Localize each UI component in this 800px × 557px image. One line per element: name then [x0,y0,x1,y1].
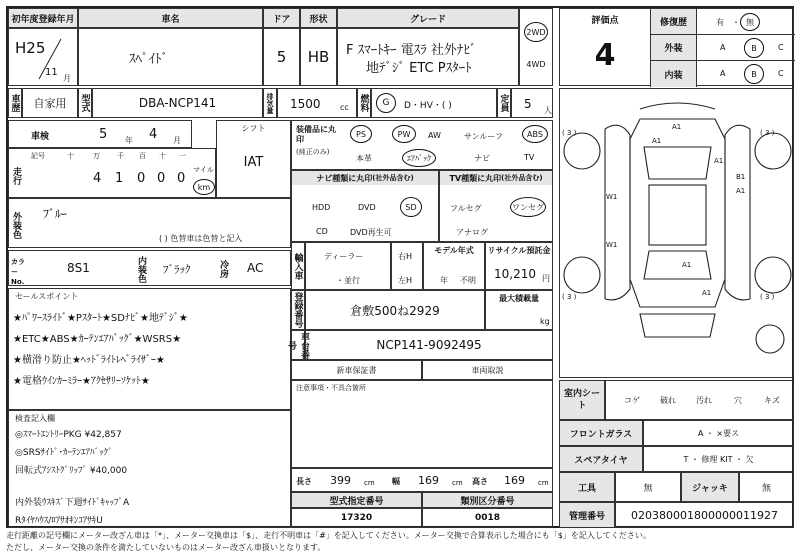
dmg-6: W1 [606,241,618,249]
length-label: 長さ [296,477,312,486]
dmg-2: A1 [714,157,724,165]
windshield-value: A ・ ×要ス [643,420,794,446]
tv-label: TV種類に丸印 (社外品含む) [440,171,552,185]
max-load-label: 最大積載量 [499,294,539,303]
model-year-label: モデル年式 [434,246,474,255]
equip-abs: ABS [527,129,543,139]
equip-navi: ナビ [474,154,490,163]
spare-label: スペアタイヤ [559,446,643,472]
recycle-label: リサイクル預託金 [487,246,551,255]
drive-cell [519,8,553,86]
sales-line-1: ★ETC★ABS★ｶｰﾃﾝｴｱﾊﾞｯｸﾞ★WSRS★ [13,334,182,345]
sheet-item-2: 汚れ [696,396,712,405]
capacity [511,88,553,118]
model-value: DBA-NCP141 [92,88,263,118]
dmg-0: A1 [672,123,682,131]
tv-types [439,170,553,242]
inspection [8,120,192,148]
reg-value: 倉敷500ね2929 [305,290,485,330]
equip-pw: PW [397,129,411,139]
grade-header: グレード [337,8,519,28]
ext-c: C [778,43,784,52]
use-value: 自家用 [22,88,78,118]
model-year-unit: 年 [440,276,448,285]
max-load [485,290,553,330]
spare-value: T ・ 修理 KIT ・ 欠 [643,446,794,472]
door-count: 5 [263,28,300,86]
recycle-unit: 円 [542,274,550,283]
handle-r: 右H [398,252,413,261]
car-name: ｽﾍﾟｲﾄﾞ [78,28,263,86]
equip-sub: (純正のみ) [296,148,330,156]
ext-b: B [751,43,757,53]
dmg-5: W1 [606,193,618,201]
door-header: ドア [263,8,300,28]
insp-month: 4 [149,127,158,142]
shift-label: シフト [241,124,266,133]
drive-4wd: 4WD [526,59,546,69]
interior-sheet-label: 室内シート [559,380,605,420]
fuel-label: 燃料 [357,88,371,118]
tools-value: 無 [615,472,681,502]
shift [216,120,291,198]
insp-month-unit: 月 [173,136,181,145]
fuel [371,88,497,118]
footer-line1: 走行距離の記号欄にメーター改ざん車は「*」、メーター交換車は「$」、走行不明車は「#」を記入してください。メーター交換で合算表示した場合にも「$」を記入してください。 [6,531,651,540]
equip-tv: TV [524,153,535,162]
score-value: 4 [594,37,616,73]
model-year-unknown: 不明 [460,276,476,285]
ac-value: AC [247,261,264,275]
length-unit: cm [364,479,375,487]
sheet-item-3: 穴 [734,396,742,405]
digit-0: 4 [93,171,102,186]
wheel-fr: ( 3 ) [760,129,775,137]
disp-value: 1500 [290,97,321,111]
repair-sep: ・ [732,18,740,27]
inspector-line-2: 回転式ｱｼｽﾄｸﾞﾘｯﾌﾟ ¥40,000 [15,466,128,476]
reg-month-unit: 月 [63,74,71,83]
int-label: 内装 [651,61,697,87]
color-label: 外装色 [11,211,21,239]
score-label: 評価点 [591,16,619,26]
interior-label: 内装色 [136,255,146,283]
symbol-label: 記号 [31,152,45,160]
dmg-7: A1 [682,261,692,269]
interior-sheet-items [605,380,794,420]
type-label: 型式指定番号 [291,492,422,508]
new-car-warranty: 新車保証書 [291,360,422,380]
height-label: 高さ [472,477,488,486]
cap-label: 定員 [497,88,511,118]
color-value: ﾌﾞﾙｰ [43,207,68,221]
insp-year: 5 [99,127,108,142]
inspector-label: 検査記入欄 [15,414,55,423]
name-header: 車名 [78,8,263,28]
repair-label: 修復歴 [651,9,697,35]
import-parallel: ・並行 [336,276,360,285]
equip-label: 装備品に丸印 [296,125,336,144]
digit-label-0: 十 [67,152,74,160]
cap-value: 5 [524,97,532,111]
tv-fullseg: フルセグ [450,204,482,213]
fuel-rest: D・HV・( ) [404,101,452,111]
tv-analog: アナログ [456,228,488,237]
digit-2: 0 [137,171,146,186]
grade-line2: 地ﾃﾞｼﾞ ETC Pｽﾀｰﾄ [366,61,472,76]
equip-airbag: ｴｱﾊﾞｯｸ [407,153,431,163]
use-label: 車歴 [8,88,22,118]
score-panel [559,8,794,86]
grade [337,28,519,86]
dmg-3: B1 [736,173,746,181]
drive-2wd: 2WD [526,27,546,37]
digit-3: 0 [157,171,166,186]
notes [291,380,553,468]
inspector-notes [8,410,291,528]
manual: 車両取説 [422,360,553,380]
inspector-line-4: Rﾀｲﾔﾊｳｽ/ﾛｱｻｵｷﾝｺｱｻｷU [15,516,103,526]
equipment [291,120,553,170]
digit-1: 1 [115,171,124,186]
int-b: B [751,69,757,79]
color-no-row [8,250,291,286]
height-unit: cm [538,479,549,487]
reg-month: 11 [45,67,58,78]
tools-label: 工具 [559,472,615,502]
auction-sheet [6,6,794,528]
body-shape: HB [300,28,337,86]
wheel-rr: ( 3 ) [760,293,775,301]
chassis-label: 車台番号 [286,331,309,359]
width-unit: cm [452,479,463,487]
length-value: 399 [330,474,351,487]
digit-label-2: 千 [117,152,124,160]
repair-yes: 有 [716,18,724,27]
repair-no: 無 [746,17,754,27]
equip-sunroof: サンルーフ [464,132,503,141]
model-year [423,242,485,290]
shift-value: IAT [243,155,264,170]
equip-aw: AW [428,131,441,140]
grade-line1: F ｽﾏｰﾄｷｰ 電ｽﾗ 社外ﾅﾋﾞ [346,43,477,58]
color-no-label: カラーNo. [11,258,25,286]
disp-label: 排気量 [263,88,277,118]
windshield-label: フロントガラス [559,420,643,446]
exterior-color [8,198,291,248]
sales-label: セールスポイント [15,292,79,301]
damage-diagram [559,88,794,378]
class-label: 類別区分番号 [422,492,553,508]
cap-unit: 人 [544,106,552,115]
model-label: 型式 [78,88,92,118]
tv-oneseg: ワンセグ [512,202,544,212]
digit-label-4: 十 [159,152,166,160]
navi-hdd: HDD [312,203,331,212]
wheel-rl: ( 3 ) [562,293,577,301]
era: H25 [15,39,46,57]
disp-unit: cc [340,103,349,112]
wheel-fl: ( 3 ) [562,129,577,137]
sales-line-3: ★電格ｳｲﾝｶｰﾐﾗｰ★ｱｸｾｻﾘｰｿｹｯﾄ★ [13,376,150,387]
mile-label: マイル [193,166,214,174]
digit-label-1: 万 [93,152,100,160]
footer-notes [6,530,794,554]
type-value: 17320 [291,508,422,528]
insp-year-unit: 年 [125,136,133,145]
ext-label: 外装 [651,35,697,61]
footer-line2: ただし、メーター交換の条件を満たしていないものはメーター改ざん車扱いとなります。 [6,543,326,552]
handle-l: 左H [398,276,413,285]
ext-a: A [720,43,726,52]
sales-points [8,288,291,410]
shape-header: 形状 [300,8,337,28]
recycle [485,242,553,290]
width-value: 169 [418,474,439,487]
dmg-4: A1 [736,187,746,195]
displacement [277,88,357,118]
digit-4: 0 [177,171,186,186]
import-dealer: ディーラー [324,252,364,261]
digit-label-3: 百 [139,152,146,160]
notes-label: 注意事項・不具合箇所 [296,384,366,392]
navi-cd: CD [316,227,328,236]
jack-label: ジャッキ [681,472,739,502]
height-value: 169 [504,474,525,487]
mileage-label: 走行 [11,167,21,185]
int-a: A [720,69,726,78]
max-load-unit: kg [540,317,550,326]
dmg-8: A1 [702,289,712,297]
digit-label-5: 一 [179,152,186,160]
navi-sd: SD [405,202,417,212]
color-note: ( ) 色替車は色替と記入 [159,234,243,243]
inspector-line-1: ◎SRSｻｲﾄﾞ･ｶｰﾃﾝｴｱﾊﾞｯｸﾞ [15,448,113,458]
jack-value: 無 [739,472,794,502]
manage-label: 管理番号 [559,502,615,528]
insp-label: 車検 [31,132,50,142]
width-label: 幅 [392,477,400,486]
ac-label: 冷房 [218,260,228,278]
sales-line-0: ★ﾊﾟﾜｰｽﾗｲﾄﾞ★Pｽﾀｰﾄ★SDﾅﾋﾞ★地ﾃﾞｼﾞ★ [13,313,188,324]
navi-label: ナビ種類に丸印 (社外品含む) [292,171,438,185]
equip-ps: PS [356,129,366,139]
navi-dvd: DVD [358,203,376,212]
sheet-item-4: キズ [764,396,780,405]
recycle-value: 10,210 [494,267,536,281]
int-c: C [778,69,784,78]
handle [391,242,423,290]
mile-unit: km [197,182,211,192]
inspector-line-3: 内外装ｳｽｷｽﾞ下週ｻｲﾄﾞｷｬｯﾌﾟA [15,498,130,508]
mileage [8,148,216,198]
dmg-1: A1 [652,137,662,145]
equip-leather: 本革 [356,154,372,163]
navi-dvd-play: DVD再生可 [350,228,392,237]
year-header: 初年度登録年月 [8,8,78,28]
sheet-item-0: コゲ [624,396,640,405]
color-no-value: 8S1 [67,261,90,275]
fuel-g: G [382,98,390,108]
class-value: 0018 [422,508,553,528]
reg-label: 登録番号 [291,290,305,330]
import-options [305,242,391,290]
manage-value: 020380001800000011927 [615,502,794,528]
interior-value: ﾌﾞﾗｯｸ [163,263,191,276]
navi-types [291,170,439,242]
dimensions [291,468,553,492]
sales-line-2: ★横滑り防止★ﾍｯﾄﾞﾗｲﾄﾚﾍﾞﾗｲｻﾞｰ★ [13,355,165,366]
first-registration [8,28,78,86]
chassis-value: NCP141-9092495 [305,330,553,360]
sheet-item-1: 破れ [660,396,676,405]
import-label: 輸入車 [291,242,305,290]
inspector-line-0: ◎ｽﾏｰﾄｴﾝﾄﾘｰPKG ¥42,857 [15,430,122,440]
